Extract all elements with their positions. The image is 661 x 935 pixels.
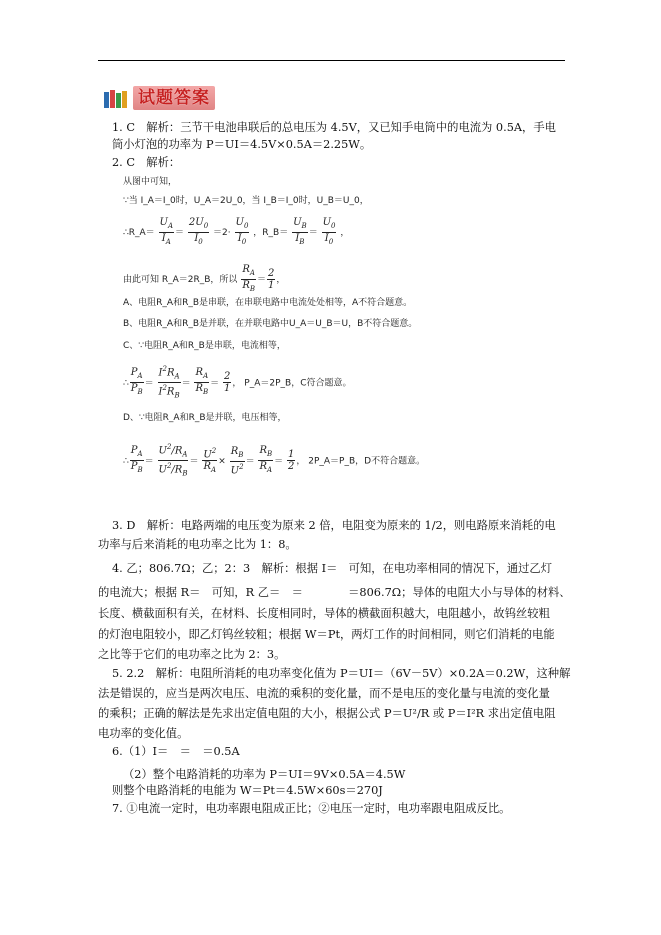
solution-2-option-a: A、电阻R_A和R_B是串联，在串联电路中电流处处相等，A不符合题意。 [123,298,413,308]
answer-6-line-2: （2）整个电路消耗的功率为 P＝UI＝9V×0.5A＝4.5W [123,768,406,781]
answer-4-line-3: 长度、横截面积有关，在材料、长度相同时，导体的横截面积越大，电阻越小，故钨丝较粗 [98,607,550,620]
solution-2-option-c-formula: ∴ $\frac{P_A}{P_B}$ ＝ $\frac{I^2R_A}{I^2R_B}$ ＝ $\frac{R_A}{R_B}$ ＝ $\frac{2}{1}$ ， P_A＝2P_B，C符合题意。 [123,365,352,400]
answer-5-line-4: 电功率的变化值。 [98,727,189,740]
solution-2-line-1: 从图中可知， [123,177,178,187]
books-icon [104,90,130,108]
answer-4-line-2: 的电流大；根据 R＝ 可知，R 乙＝ ＝ ＝806.7Ω；导体的电阻大小与导体的材料、 [98,586,571,599]
answer-1-line-2: 筒小灯泡的功率为 P＝UI＝4.5V×0.5A＝2.25W。 [112,138,372,151]
solution-2-option-c: C、∵电阻R_A和R_B是串联，电流相等， [123,341,286,351]
answer-4-line-4: 的灯泡电阻较小，即乙灯钨丝较粗；根据 W＝Pt，两灯工作的时间相同，则它们消耗的电能 [98,628,555,641]
solution-2-option-b: B、电阻R_A和R_B是并联，在并联电路中U_A＝U_B＝U，B不符合题意。 [123,319,418,329]
answer-6-line-1: 6.（1）I＝ ＝ ＝0.5A [112,745,240,758]
answer-5-line-3: 的乘积；正确的解法是先求出定值电阻的大小，根据公式 P＝U²/R 或 P＝I²R 求出定值电阻 [98,707,556,720]
answer-banner [104,86,228,110]
answer-7-line-1: 7. ①电流一定时，电功率跟电阻成正比；②电压一定时，电功率跟电阻成反比。 [112,802,511,815]
solution-2-resistance-formula: ∴R_A＝ $\frac{U_A}{I_A}$ ＝ $\frac{2U_0}{I_0}$ ＝2· $\frac{U_0}{I_0}$ ，R_B＝ $\frac{U_B}{I_B}$ ＝ $\frac{U_0}{I_0}$ ， [123,217,350,246]
answer-1-line-1: 1. C 解析：三节干电池串联后的总电压为 4.5V，又已知手电筒中的电流为 0.5A，手电 [112,121,556,134]
solution-2-option-d-formula: ∴ $\frac{P_A}{P_B}$ ＝ $\frac{U^2/R_A}{U^2/R_B}$ ＝ $\frac{U^2}{R_A}$ × $\frac{R_B}{U^2}$ ＝ $\frac{R_B}{R_A}$ ＝ $\frac{1}{2}$ ， 2P_A＝P_B，D不符合题意。 [123,443,426,478]
answer-3-line-1: 3. D 解析：电路两端的电压变为原来 2 倍，电阻变为原来的 1/2，则电路原来消耗的电 [112,519,556,532]
answer-4-line-5: 之比等于它们的电功率之比为 2：3。 [98,648,286,661]
solution-2-line-4: 由此可知 R_A＝2R_B，所以 $\frac{R_A}{R_B}$ ＝ $\frac{2}{1}$ ， [123,264,286,293]
header-rule [98,60,565,61]
answer-2-head: 2. C 解析： [112,156,181,169]
answer-4-line-1: 4. 乙；806.7Ω；乙；2：3 解析：根据 I＝ 可知，在电功率相同的情况下，通过乙灯 [112,562,553,575]
solution-2-option-d: D、∵电阻R_A和R_B是并联，电压相等， [123,413,287,423]
answer-5-line-2: 法是错误的，应当是两次电压、电流的乘积的变化量，而不是电压的变化量与电流的变化量 [98,687,550,700]
answer-3-line-2: 功率与后来消耗的电功率之比为 1：8。 [98,538,297,551]
solution-2-line-2: ∵当 I_A＝I_0时，U_A＝2U_0，当 I_B＝I_0时，U_B＝U_0， [123,196,369,206]
banner-title: 试题答案 [133,86,215,110]
answer-5-line-1: 5. 2.2 解析：电阻所消耗的电功率变化值为 P＝UI＝（6V－5V）×0.2A＝0.2W，这种解 [112,667,571,680]
answer-6-line-3: 则整个电路消耗的电能为 W＝Pt＝4.5W×60s＝270J [112,784,383,797]
